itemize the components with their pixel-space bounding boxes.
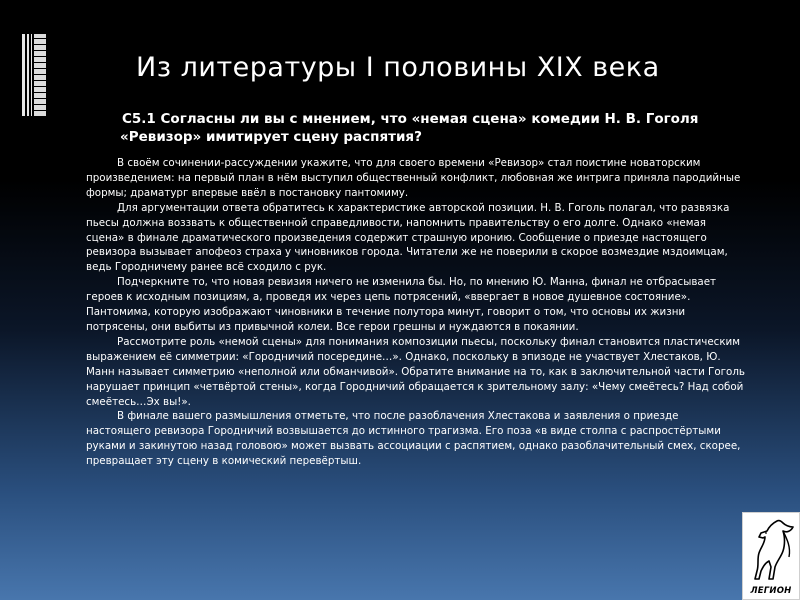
question-line: С5.1 Согласны ли вы с мнением, что «немая сцена» комедии Н. В. Гоголя — [122, 111, 699, 127]
paragraph: Подчеркните то, что новая ревизия ничего не изменила бы. Но, по мнению Ю. Манна, финал не отбрасывает героев к исходным позициям, а, проведя их через цепь потрясений, «ввергает в новое душевное состояние». Пантомима, которую изображают чиновники в течение полутора минут, говорит о том, что основы их жизни потрясены, они выбиты из привычной колеи. Все герои грешны и нуждаются в покаянии. — [86, 276, 717, 333]
question — [120, 110, 720, 146]
decor-bar — [22, 34, 25, 116]
decor-bar — [31, 34, 32, 116]
body-text — [86, 156, 746, 536]
question-line: «Ревизор» имитирует сцену распятия? — [120, 129, 422, 145]
decor-grid — [34, 34, 46, 116]
paragraph: Для аргументации ответа обратитесь к характеристике авторской позиции. Н. В. Гоголь полагал, что развязка пьесы должна воззвать к общественной справедливости, напомнить правительству о его долге. Однако «немая сцена» в финале драматического произведения содержит страшную иронию. Сообщение о приезде настоящего ревизора вызывает апофеоз страха у чиновников города. Читатели же не поверили в скорое возмездие мздоимцам, ведь Городничему ранее всё сходило с рук. — [86, 201, 730, 274]
paragraph: Рассмотрите роль «немой сцены» для понимания композиции пьесы, поскольку финал становится пластическим выражением её симметрии: «Городничий посередине…». Однако, поскольку в эпизоде не участвует Хлестаков, Ю. Манн называет симметрию «неполной или обманчивой». Обратите внимание на то, как в заключительной части Гоголь нарушает принцип «четвёртой стены», когда Городничий обращается к зрительному залу: «Чему смеётесь? Над собой смеётесь…Эх вы!». — [86, 335, 746, 408]
horse-icon — [747, 517, 797, 583]
decor-bar — [27, 34, 29, 116]
slide-title: Из литературы I половины XIX века — [136, 52, 660, 83]
logo-label: ЛЕГИОН — [750, 586, 792, 596]
paragraph: В финале вашего размышления отметьте, что после разоблачения Хлестакова и заявления о приезде настоящего ревизора Городничий возвышается до истинного трагизма. Его поза «в виде столпа с распростёртыми руками и закинутою назад головою» может вызвать ассоциации с распятием, однако разоблачительный смех, скорее, превращает эту сцену в комический перевёртыш. — [86, 410, 741, 468]
publisher-logo — [742, 512, 800, 600]
paragraph: В своём сочинении-рассуждении укажите, что для своего времени «Ревизор» стал поистине новаторским произведением: на первый план в нём выступил общественный конфликт, любовная же интрига приняла пародийные формы; драматург впервые ввёл в постановку пантомиму. — [86, 157, 741, 199]
decorative-bars — [22, 34, 46, 116]
